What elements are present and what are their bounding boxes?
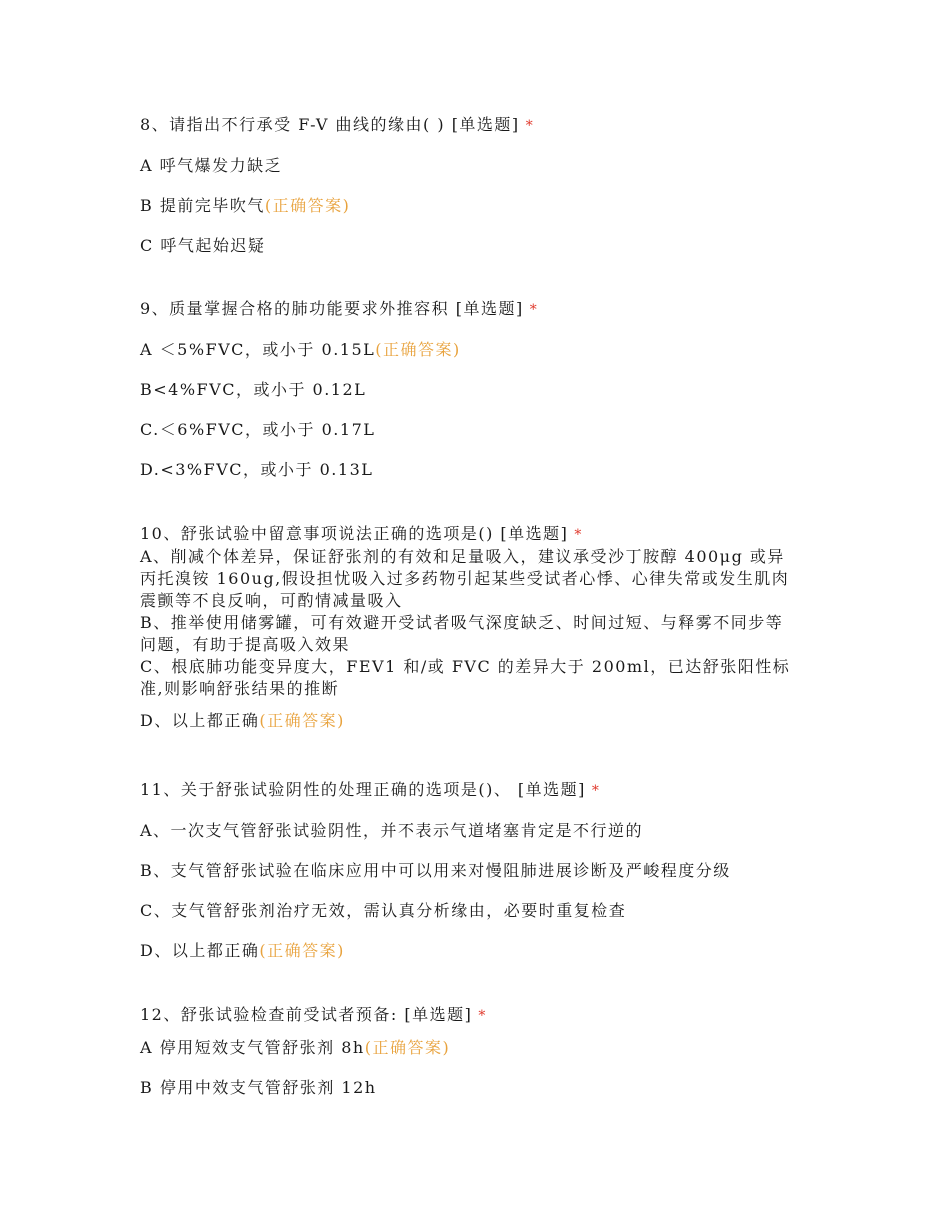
option-text: D.<3%FVC，或小于 0.13L: [140, 460, 374, 479]
option-text: B<4%FVC，或小于 0.12L: [140, 380, 367, 399]
option-text: A、一次支气管舒张试验阴性，并不表示气道堵塞肯定是不行逆的: [140, 821, 644, 840]
option-c: [140, 900, 820, 922]
correct-answer-label: (正确答案): [259, 711, 345, 730]
required-star: *: [574, 527, 583, 543]
question-title: [140, 114, 820, 137]
option-text: C.＜6%FVC，或小于 0.17L: [140, 420, 376, 439]
option-text: B 停用中效支气管舒张剂 12h: [140, 1078, 377, 1097]
question-12: [140, 1004, 820, 1099]
option-text: B 提前完毕吹气: [140, 196, 265, 215]
option-text: B、推举使用储雾罐，可有效避开受试者吸气深度缺乏、时间过短、与释雾不同步等问题，有助于提高吸入效果: [140, 613, 784, 654]
question-title: [140, 298, 820, 321]
question-8: [140, 114, 820, 257]
option-text: A ＜5%FVC，或小于 0.15L: [140, 340, 376, 359]
option-a: [140, 155, 820, 177]
option-text: D、以上都正确: [140, 941, 260, 960]
option-a: [140, 546, 800, 612]
question-title-text: 12、舒张试验检查前受试者预备: [单选题]: [140, 1005, 473, 1024]
question-title: [140, 779, 820, 802]
required-star: *: [525, 118, 535, 134]
option-text: A、削减个体差异，保证舒张剂的有效和足量吸入，建议承受沙丁胺醇 400μg 或异丙托溴铵 160ug,假设担忧吸入过多药物引起某些受试者心悸、心律失常或发生肌肉震颤等不良反响，可酌情减量吸入: [140, 547, 790, 610]
question-10: [140, 523, 820, 732]
question-9: [140, 298, 820, 481]
option-a: [140, 1037, 820, 1059]
correct-answer-label: (正确答案): [259, 941, 345, 960]
option-d: [140, 459, 820, 481]
correct-answer-label: (正确答案): [375, 340, 461, 359]
question-title-text: 11、关于舒张试验阴性的处理正确的选项是()、 [单选题]: [140, 780, 586, 799]
option-text: C、支气管舒张剂治疗无效，需认真分析缘由，必要时重复检查: [140, 901, 627, 920]
option-text: B、支气管舒张试验在临床应用中可以用来对慢阻肺进展诊断及严峻程度分级: [140, 861, 731, 880]
option-text: A 停用短效支气管舒张剂 8h: [140, 1038, 365, 1057]
option-b: [140, 1077, 820, 1099]
option-a: [140, 339, 820, 361]
required-star: *: [591, 783, 601, 799]
question-title: [140, 1004, 820, 1027]
option-b: [140, 612, 800, 656]
option-d: [140, 940, 820, 962]
option-a: [140, 820, 820, 842]
option-text: C 呼气起始迟疑: [140, 236, 266, 255]
option-c: [140, 419, 820, 441]
question-11: [140, 779, 820, 962]
required-star: *: [478, 1008, 487, 1024]
option-b: [140, 195, 820, 217]
question-title-text: 9、质量掌握合格的肺功能要求外推容积 [单选题]: [140, 299, 524, 318]
option-d: [140, 710, 820, 732]
question-title-text: 10、舒张试验中留意事项说法正确的选项是() [单选题]: [140, 524, 569, 543]
option-text: D、以上都正确: [140, 711, 260, 730]
option-text: C、根底肺功能变异度大，FEV1 和/或 FVC 的差异大于 200ml，已达舒张阳性标准,则影响舒张结果的推断: [140, 657, 791, 698]
option-text: A 呼气爆发力缺乏: [140, 156, 283, 175]
correct-answer-label: (正确答案): [264, 196, 351, 215]
correct-answer-label: (正确答案): [364, 1038, 451, 1057]
option-c: [140, 656, 800, 700]
question-title-text: 8、请指出不行承受 F-V 曲线的缘由( ) [单选题]: [140, 115, 520, 134]
question-title: [140, 523, 820, 546]
required-star: *: [529, 302, 539, 318]
option-c: [140, 235, 820, 257]
option-b: [140, 379, 820, 401]
option-b: [140, 860, 820, 882]
